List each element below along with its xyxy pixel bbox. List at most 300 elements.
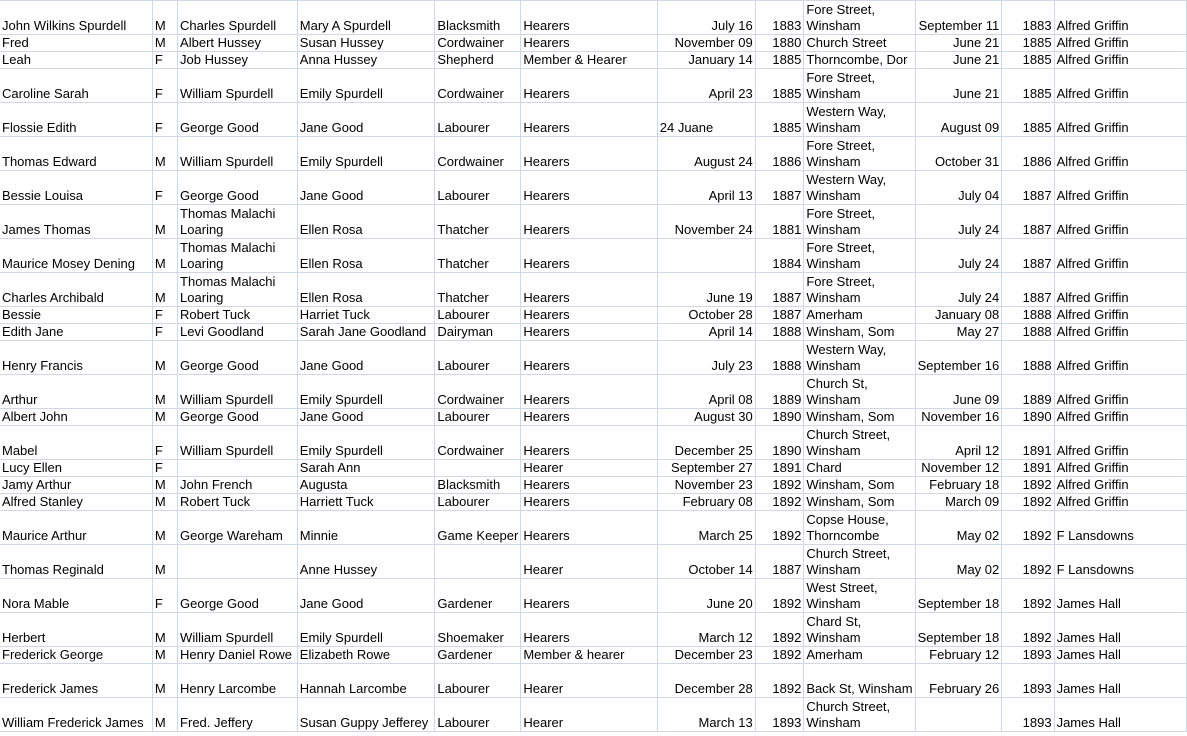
cell-father[interactable]: William Spurdell	[178, 137, 298, 171]
cell-father[interactable]: Thomas Malachi Loaring	[178, 273, 298, 307]
cell-birth-year[interactable]: 1888	[755, 341, 804, 375]
cell-minister[interactable]: Alfred Griffin	[1054, 341, 1186, 375]
cell-baptism-date[interactable]: February 12	[915, 647, 1002, 664]
cell-status[interactable]: Hearers	[521, 69, 657, 103]
cell-child-name[interactable]: Frederick James	[0, 664, 152, 698]
cell-status[interactable]: Hearers	[521, 511, 657, 545]
cell-baptism-year[interactable]: 1892	[1002, 511, 1054, 545]
cell-abode[interactable]: Chard	[804, 460, 915, 477]
cell-minister[interactable]: Alfred Griffin	[1054, 409, 1186, 426]
cell-child-name[interactable]: Arthur	[0, 375, 152, 409]
cell-occupation[interactable]: Thatcher	[435, 273, 521, 307]
cell-status[interactable]: Member & hearer	[521, 647, 657, 664]
cell-child-name[interactable]: Thomas Reginald	[0, 545, 152, 579]
cell-mother[interactable]: Sarah Ann	[297, 460, 435, 477]
cell-abode[interactable]: Church Street	[804, 35, 915, 52]
cell-baptism-date[interactable]: July 24	[915, 239, 1002, 273]
cell-sex[interactable]: M	[152, 239, 177, 273]
cell-baptism-year[interactable]: 1892	[1002, 545, 1054, 579]
cell-birth-date[interactable]: April 08	[657, 375, 755, 409]
cell-birth-date[interactable]: July 16	[657, 1, 755, 35]
cell-mother[interactable]: Emily Spurdell	[297, 613, 435, 647]
cell-birth-date[interactable]: February 08	[657, 494, 755, 511]
cell-birth-year[interactable]: 1883	[755, 1, 804, 35]
cell-abode[interactable]: Fore Street, Winsham	[804, 239, 915, 273]
cell-minister[interactable]: Alfred Griffin	[1054, 69, 1186, 103]
cell-baptism-year[interactable]: 1892	[1002, 477, 1054, 494]
cell-minister[interactable]: Alfred Griffin	[1054, 273, 1186, 307]
cell-child-name[interactable]: Henry Francis	[0, 341, 152, 375]
cell-mother[interactable]: Susan Guppy Jefferey	[297, 698, 435, 732]
cell-child-name[interactable]: John Wilkins Spurdell	[0, 1, 152, 35]
cell-mother[interactable]: Hannah Larcombe	[297, 664, 435, 698]
cell-birth-date[interactable]: March 12	[657, 613, 755, 647]
cell-occupation[interactable]: Shepherd	[435, 52, 521, 69]
cell-minister[interactable]: Alfred Griffin	[1054, 103, 1186, 137]
cell-abode[interactable]: Church Street, Winsham	[804, 545, 915, 579]
cell-mother[interactable]: Anne Hussey	[297, 545, 435, 579]
cell-occupation[interactable]: Labourer	[435, 307, 521, 324]
cell-mother[interactable]: Emily Spurdell	[297, 69, 435, 103]
cell-birth-date[interactable]: September 27	[657, 460, 755, 477]
cell-birth-year[interactable]: 1885	[755, 103, 804, 137]
cell-father[interactable]: William Spurdell	[178, 613, 298, 647]
cell-birth-date[interactable]: November 09	[657, 35, 755, 52]
cell-birth-year[interactable]: 1884	[755, 239, 804, 273]
cell-child-name[interactable]: William Frederick James	[0, 698, 152, 732]
cell-mother[interactable]: Elizabeth Rowe	[297, 647, 435, 664]
cell-birth-date[interactable]: December 25	[657, 426, 755, 460]
cell-occupation[interactable]	[435, 460, 521, 477]
cell-sex[interactable]: M	[152, 698, 177, 732]
cell-birth-date[interactable]: June 20	[657, 579, 755, 613]
cell-mother[interactable]: Anna Hussey	[297, 52, 435, 69]
cell-child-name[interactable]: Herbert	[0, 613, 152, 647]
cell-occupation[interactable]: Blacksmith	[435, 1, 521, 35]
cell-sex[interactable]: M	[152, 647, 177, 664]
cell-baptism-year[interactable]: 1885	[1002, 69, 1054, 103]
cell-child-name[interactable]: Jamy Arthur	[0, 477, 152, 494]
cell-birth-date[interactable]: March 25	[657, 511, 755, 545]
cell-sex[interactable]: M	[152, 494, 177, 511]
cell-sex[interactable]: M	[152, 1, 177, 35]
cell-minister[interactable]: Alfred Griffin	[1054, 494, 1186, 511]
cell-father[interactable]: George Wareham	[178, 511, 298, 545]
cell-minister[interactable]: Alfred Griffin	[1054, 460, 1186, 477]
cell-status[interactable]: Hearers	[521, 307, 657, 324]
cell-occupation[interactable]: Thatcher	[435, 239, 521, 273]
cell-mother[interactable]: Ellen Rosa	[297, 239, 435, 273]
cell-birth-year[interactable]: 1892	[755, 664, 804, 698]
cell-father[interactable]: Levi Goodland	[178, 324, 298, 341]
cell-occupation[interactable]: Gardener	[435, 647, 521, 664]
cell-baptism-date[interactable]: September 18	[915, 579, 1002, 613]
cell-mother[interactable]: Emily Spurdell	[297, 137, 435, 171]
cell-birth-date[interactable]: December 28	[657, 664, 755, 698]
cell-birth-date[interactable]: 24 Juane	[657, 103, 755, 137]
cell-minister[interactable]: James Hall	[1054, 664, 1186, 698]
cell-birth-date[interactable]: June 19	[657, 273, 755, 307]
cell-child-name[interactable]: Maurice Arthur	[0, 511, 152, 545]
cell-birth-year[interactable]: 1892	[755, 613, 804, 647]
cell-birth-year[interactable]: 1892	[755, 477, 804, 494]
cell-status[interactable]: Hearers	[521, 205, 657, 239]
cell-abode[interactable]: Winsham, Som	[804, 324, 915, 341]
cell-child-name[interactable]: Maurice Mosey Dening	[0, 239, 152, 273]
cell-baptism-date[interactable]: June 21	[915, 69, 1002, 103]
cell-minister[interactable]: James Hall	[1054, 647, 1186, 664]
cell-father[interactable]: William Spurdell	[178, 426, 298, 460]
cell-abode[interactable]: Back St, Winsham	[804, 664, 915, 698]
cell-birth-date[interactable]: August 24	[657, 137, 755, 171]
cell-birth-year[interactable]: 1887	[755, 545, 804, 579]
cell-mother[interactable]: Harriet Tuck	[297, 307, 435, 324]
cell-father[interactable]: George Good	[178, 171, 298, 205]
cell-occupation[interactable]: Blacksmith	[435, 477, 521, 494]
cell-birth-year[interactable]: 1886	[755, 137, 804, 171]
cell-minister[interactable]: Alfred Griffin	[1054, 426, 1186, 460]
cell-status[interactable]: Hearers	[521, 35, 657, 52]
cell-baptism-year[interactable]: 1893	[1002, 698, 1054, 732]
cell-abode[interactable]: Chard St, Winsham	[804, 613, 915, 647]
cell-minister[interactable]: Alfred Griffin	[1054, 171, 1186, 205]
cell-abode[interactable]: West Street, Winsham	[804, 579, 915, 613]
cell-father[interactable]: Thomas Malachi Loaring	[178, 205, 298, 239]
cell-minister[interactable]: James Hall	[1054, 698, 1186, 732]
cell-birth-year[interactable]: 1892	[755, 511, 804, 545]
cell-mother[interactable]: Ellen Rosa	[297, 205, 435, 239]
cell-sex[interactable]: M	[152, 137, 177, 171]
cell-baptism-date[interactable]: February 18	[915, 477, 1002, 494]
cell-baptism-date[interactable]	[915, 698, 1002, 732]
cell-father[interactable]: Job Hussey	[178, 52, 298, 69]
cell-sex[interactable]: M	[152, 613, 177, 647]
cell-status[interactable]: Hearers	[521, 409, 657, 426]
cell-minister[interactable]: F Lansdowns	[1054, 545, 1186, 579]
cell-birth-year[interactable]: 1887	[755, 307, 804, 324]
cell-minister[interactable]: James Hall	[1054, 613, 1186, 647]
cell-birth-date[interactable]: April 13	[657, 171, 755, 205]
cell-occupation[interactable]: Cordwainer	[435, 375, 521, 409]
cell-minister[interactable]: Alfred Griffin	[1054, 324, 1186, 341]
cell-baptism-date[interactable]: May 02	[915, 545, 1002, 579]
cell-baptism-date[interactable]: June 09	[915, 375, 1002, 409]
cell-status[interactable]: Hearers	[521, 137, 657, 171]
cell-minister[interactable]: Alfred Griffin	[1054, 239, 1186, 273]
cell-birth-date[interactable]: November 24	[657, 205, 755, 239]
cell-baptism-year[interactable]: 1885	[1002, 52, 1054, 69]
cell-abode[interactable]: Fore Street, Winsham	[804, 69, 915, 103]
cell-child-name[interactable]: James Thomas	[0, 205, 152, 239]
cell-baptism-date[interactable]: February 26	[915, 664, 1002, 698]
cell-birth-date[interactable]: January 14	[657, 52, 755, 69]
cell-birth-date[interactable]: October 14	[657, 545, 755, 579]
cell-mother[interactable]: Minnie	[297, 511, 435, 545]
cell-birth-year[interactable]: 1888	[755, 324, 804, 341]
cell-birth-year[interactable]: 1881	[755, 205, 804, 239]
cell-father[interactable]: George Good	[178, 103, 298, 137]
cell-baptism-year[interactable]: 1891	[1002, 426, 1054, 460]
cell-sex[interactable]: M	[152, 35, 177, 52]
cell-birth-year[interactable]: 1887	[755, 273, 804, 307]
cell-baptism-date[interactable]: November 12	[915, 460, 1002, 477]
cell-occupation[interactable]: Game Keeper	[435, 511, 521, 545]
cell-sex[interactable]: M	[152, 375, 177, 409]
cell-baptism-date[interactable]: May 27	[915, 324, 1002, 341]
cell-father[interactable]: John French	[178, 477, 298, 494]
cell-birth-date[interactable]: March 13	[657, 698, 755, 732]
cell-baptism-date[interactable]: November 16	[915, 409, 1002, 426]
cell-birth-date[interactable]: April 14	[657, 324, 755, 341]
cell-occupation[interactable]: Labourer	[435, 341, 521, 375]
cell-sex[interactable]: M	[152, 477, 177, 494]
cell-occupation[interactable]: Dairyman	[435, 324, 521, 341]
cell-mother[interactable]: Jane Good	[297, 103, 435, 137]
cell-sex[interactable]: F	[152, 103, 177, 137]
cell-sex[interactable]: M	[152, 273, 177, 307]
cell-child-name[interactable]: Fred	[0, 35, 152, 52]
cell-status[interactable]: Member & Hearer	[521, 52, 657, 69]
cell-mother[interactable]: Jane Good	[297, 409, 435, 426]
cell-sex[interactable]: M	[152, 664, 177, 698]
cell-baptism-date[interactable]: July 04	[915, 171, 1002, 205]
cell-birth-year[interactable]: 1885	[755, 52, 804, 69]
cell-minister[interactable]: Alfred Griffin	[1054, 137, 1186, 171]
cell-baptism-year[interactable]: 1891	[1002, 460, 1054, 477]
cell-baptism-year[interactable]: 1892	[1002, 579, 1054, 613]
cell-abode[interactable]: Western Way, Winsham	[804, 103, 915, 137]
cell-abode[interactable]: Thorncombe, Dor	[804, 52, 915, 69]
cell-occupation[interactable]: Labourer	[435, 698, 521, 732]
cell-occupation[interactable]	[435, 545, 521, 579]
cell-birth-year[interactable]: 1892	[755, 647, 804, 664]
cell-baptism-year[interactable]: 1887	[1002, 205, 1054, 239]
cell-abode[interactable]: Winsham, Som	[804, 409, 915, 426]
cell-occupation[interactable]: Gardener	[435, 579, 521, 613]
cell-baptism-year[interactable]: 1893	[1002, 664, 1054, 698]
cell-baptism-date[interactable]: April 12	[915, 426, 1002, 460]
cell-minister[interactable]: Alfred Griffin	[1054, 375, 1186, 409]
cell-birth-date[interactable]: December 23	[657, 647, 755, 664]
cell-father[interactable]: Henry Larcombe	[178, 664, 298, 698]
cell-status[interactable]: Hearers	[521, 103, 657, 137]
cell-occupation[interactable]: Cordwainer	[435, 69, 521, 103]
cell-father[interactable]: Thomas Malachi Loaring	[178, 239, 298, 273]
cell-father[interactable]: Robert Tuck	[178, 307, 298, 324]
cell-status[interactable]: Hearers	[521, 171, 657, 205]
cell-sex[interactable]: F	[152, 324, 177, 341]
cell-birth-year[interactable]: 1889	[755, 375, 804, 409]
cell-occupation[interactable]: Cordwainer	[435, 426, 521, 460]
cell-sex[interactable]: F	[152, 579, 177, 613]
cell-birth-date[interactable]: July 23	[657, 341, 755, 375]
cell-birth-year[interactable]: 1890	[755, 426, 804, 460]
cell-sex[interactable]: F	[152, 460, 177, 477]
cell-baptism-year[interactable]: 1887	[1002, 239, 1054, 273]
cell-status[interactable]: Hearers	[521, 426, 657, 460]
cell-baptism-date[interactable]: October 31	[915, 137, 1002, 171]
cell-baptism-year[interactable]: 1889	[1002, 375, 1054, 409]
cell-birth-date[interactable]: August 30	[657, 409, 755, 426]
cell-occupation[interactable]: Labourer	[435, 409, 521, 426]
cell-baptism-date[interactable]: January 08	[915, 307, 1002, 324]
cell-sex[interactable]: M	[152, 409, 177, 426]
cell-baptism-year[interactable]: 1887	[1002, 273, 1054, 307]
cell-birth-date[interactable]: October 28	[657, 307, 755, 324]
cell-baptism-year[interactable]: 1893	[1002, 647, 1054, 664]
cell-minister[interactable]: Alfred Griffin	[1054, 52, 1186, 69]
cell-birth-year[interactable]: 1880	[755, 35, 804, 52]
cell-abode[interactable]: Winsham, Som	[804, 494, 915, 511]
cell-occupation[interactable]: Thatcher	[435, 205, 521, 239]
cell-child-name[interactable]: Edith Jane	[0, 324, 152, 341]
cell-birth-date[interactable]	[657, 239, 755, 273]
cell-minister[interactable]: Alfred Griffin	[1054, 205, 1186, 239]
cell-father[interactable]	[178, 460, 298, 477]
cell-child-name[interactable]: Nora Mable	[0, 579, 152, 613]
cell-occupation[interactable]: Labourer	[435, 103, 521, 137]
cell-father[interactable]: Albert Hussey	[178, 35, 298, 52]
cell-status[interactable]: Hearer	[521, 460, 657, 477]
cell-minister[interactable]: James Hall	[1054, 579, 1186, 613]
cell-baptism-date[interactable]: June 21	[915, 52, 1002, 69]
cell-child-name[interactable]: Alfred Stanley	[0, 494, 152, 511]
cell-abode[interactable]: Copse House, Thorncombe	[804, 511, 915, 545]
cell-father[interactable]: George Good	[178, 409, 298, 426]
cell-mother[interactable]: Mary A Spurdell	[297, 1, 435, 35]
cell-mother[interactable]: Susan Hussey	[297, 35, 435, 52]
cell-abode[interactable]: Church Street, Winsham	[804, 426, 915, 460]
cell-sex[interactable]: M	[152, 511, 177, 545]
cell-minister[interactable]: Alfred Griffin	[1054, 307, 1186, 324]
cell-child-name[interactable]: Bessie Louisa	[0, 171, 152, 205]
cell-baptism-year[interactable]: 1892	[1002, 613, 1054, 647]
cell-status[interactable]: Hearers	[521, 375, 657, 409]
cell-birth-year[interactable]: 1893	[755, 698, 804, 732]
cell-sex[interactable]: F	[152, 69, 177, 103]
cell-child-name[interactable]: Charles Archibald	[0, 273, 152, 307]
cell-father[interactable]: Henry Daniel Rowe	[178, 647, 298, 664]
cell-baptism-date[interactable]: August 09	[915, 103, 1002, 137]
cell-baptism-date[interactable]: September 18	[915, 613, 1002, 647]
cell-child-name[interactable]: Albert John	[0, 409, 152, 426]
cell-mother[interactable]: Harriett Tuck	[297, 494, 435, 511]
cell-sex[interactable]: M	[152, 545, 177, 579]
cell-father[interactable]: Fred. Jeffery	[178, 698, 298, 732]
cell-status[interactable]: Hearers	[521, 477, 657, 494]
cell-occupation[interactable]: Shoemaker	[435, 613, 521, 647]
cell-baptism-year[interactable]: 1892	[1002, 494, 1054, 511]
cell-baptism-date[interactable]: September 11	[915, 1, 1002, 35]
cell-sex[interactable]: M	[152, 205, 177, 239]
cell-mother[interactable]: Augusta	[297, 477, 435, 494]
cell-baptism-year[interactable]: 1887	[1002, 171, 1054, 205]
cell-father[interactable]: Robert Tuck	[178, 494, 298, 511]
cell-baptism-year[interactable]: 1888	[1002, 307, 1054, 324]
cell-status[interactable]: Hearers	[521, 273, 657, 307]
cell-father[interactable]: George Good	[178, 341, 298, 375]
cell-minister[interactable]: Alfred Griffin	[1054, 477, 1186, 494]
cell-mother[interactable]: Ellen Rosa	[297, 273, 435, 307]
cell-abode[interactable]: Fore Street, Winsham	[804, 137, 915, 171]
cell-child-name[interactable]: Mabel	[0, 426, 152, 460]
cell-sex[interactable]: M	[152, 341, 177, 375]
cell-birth-year[interactable]: 1891	[755, 460, 804, 477]
cell-mother[interactable]: Emily Spurdell	[297, 375, 435, 409]
cell-father[interactable]	[178, 545, 298, 579]
cell-occupation[interactable]: Labourer	[435, 664, 521, 698]
cell-abode[interactable]: Amerham	[804, 307, 915, 324]
cell-baptism-date[interactable]: September 16	[915, 341, 1002, 375]
cell-minister[interactable]: Alfred Griffin	[1054, 35, 1186, 52]
cell-sex[interactable]: F	[152, 52, 177, 69]
cell-birth-year[interactable]: 1885	[755, 69, 804, 103]
cell-status[interactable]: Hearers	[521, 239, 657, 273]
cell-abode[interactable]: Western Way, Winsham	[804, 171, 915, 205]
cell-occupation[interactable]: Labourer	[435, 494, 521, 511]
cell-father[interactable]: George Good	[178, 579, 298, 613]
cell-abode[interactable]: Winsham, Som	[804, 477, 915, 494]
cell-birth-year[interactable]: 1887	[755, 171, 804, 205]
cell-mother[interactable]: Jane Good	[297, 341, 435, 375]
cell-baptism-year[interactable]: 1883	[1002, 1, 1054, 35]
cell-birth-date[interactable]: April 23	[657, 69, 755, 103]
cell-child-name[interactable]: Thomas Edward	[0, 137, 152, 171]
cell-child-name[interactable]: Flossie Edith	[0, 103, 152, 137]
cell-baptism-date[interactable]: June 21	[915, 35, 1002, 52]
cell-mother[interactable]: Sarah Jane Goodland	[297, 324, 435, 341]
cell-occupation[interactable]: Labourer	[435, 171, 521, 205]
cell-status[interactable]: Hearers	[521, 494, 657, 511]
cell-father[interactable]: William Spurdell	[178, 69, 298, 103]
cell-baptism-year[interactable]: 1885	[1002, 35, 1054, 52]
cell-baptism-year[interactable]: 1888	[1002, 341, 1054, 375]
cell-mother[interactable]: Emily Spurdell	[297, 426, 435, 460]
cell-minister[interactable]: Alfred Griffin	[1054, 1, 1186, 35]
cell-birth-date[interactable]: November 23	[657, 477, 755, 494]
cell-occupation[interactable]: Cordwainer	[435, 35, 521, 52]
cell-abode[interactable]: Church St, Winsham	[804, 375, 915, 409]
cell-status[interactable]: Hearers	[521, 613, 657, 647]
cell-abode[interactable]: Western Way, Winsham	[804, 341, 915, 375]
cell-status[interactable]: Hearers	[521, 341, 657, 375]
cell-status[interactable]: Hearers	[521, 1, 657, 35]
cell-status[interactable]: Hearers	[521, 324, 657, 341]
cell-minister[interactable]: F Lansdowns	[1054, 511, 1186, 545]
cell-baptism-year[interactable]: 1885	[1002, 103, 1054, 137]
cell-child-name[interactable]: Leah	[0, 52, 152, 69]
cell-baptism-date[interactable]: July 24	[915, 205, 1002, 239]
cell-baptism-date[interactable]: March 09	[915, 494, 1002, 511]
cell-birth-year[interactable]: 1892	[755, 494, 804, 511]
cell-abode[interactable]: Church Street, Winsham	[804, 698, 915, 732]
cell-occupation[interactable]: Cordwainer	[435, 137, 521, 171]
cell-abode[interactable]: Fore Street, Winsham	[804, 1, 915, 35]
cell-baptism-year[interactable]: 1888	[1002, 324, 1054, 341]
cell-status[interactable]: Hearer	[521, 698, 657, 732]
cell-status[interactable]: Hearer	[521, 545, 657, 579]
cell-child-name[interactable]: Caroline Sarah	[0, 69, 152, 103]
cell-baptism-date[interactable]: July 24	[915, 273, 1002, 307]
cell-baptism-date[interactable]: May 02	[915, 511, 1002, 545]
cell-abode[interactable]: Fore Street, Winsham	[804, 205, 915, 239]
cell-birth-year[interactable]: 1890	[755, 409, 804, 426]
cell-sex[interactable]: F	[152, 426, 177, 460]
cell-mother[interactable]: Jane Good	[297, 171, 435, 205]
cell-abode[interactable]: Amerham	[804, 647, 915, 664]
cell-mother[interactable]: Jane Good	[297, 579, 435, 613]
cell-birth-year[interactable]: 1892	[755, 579, 804, 613]
